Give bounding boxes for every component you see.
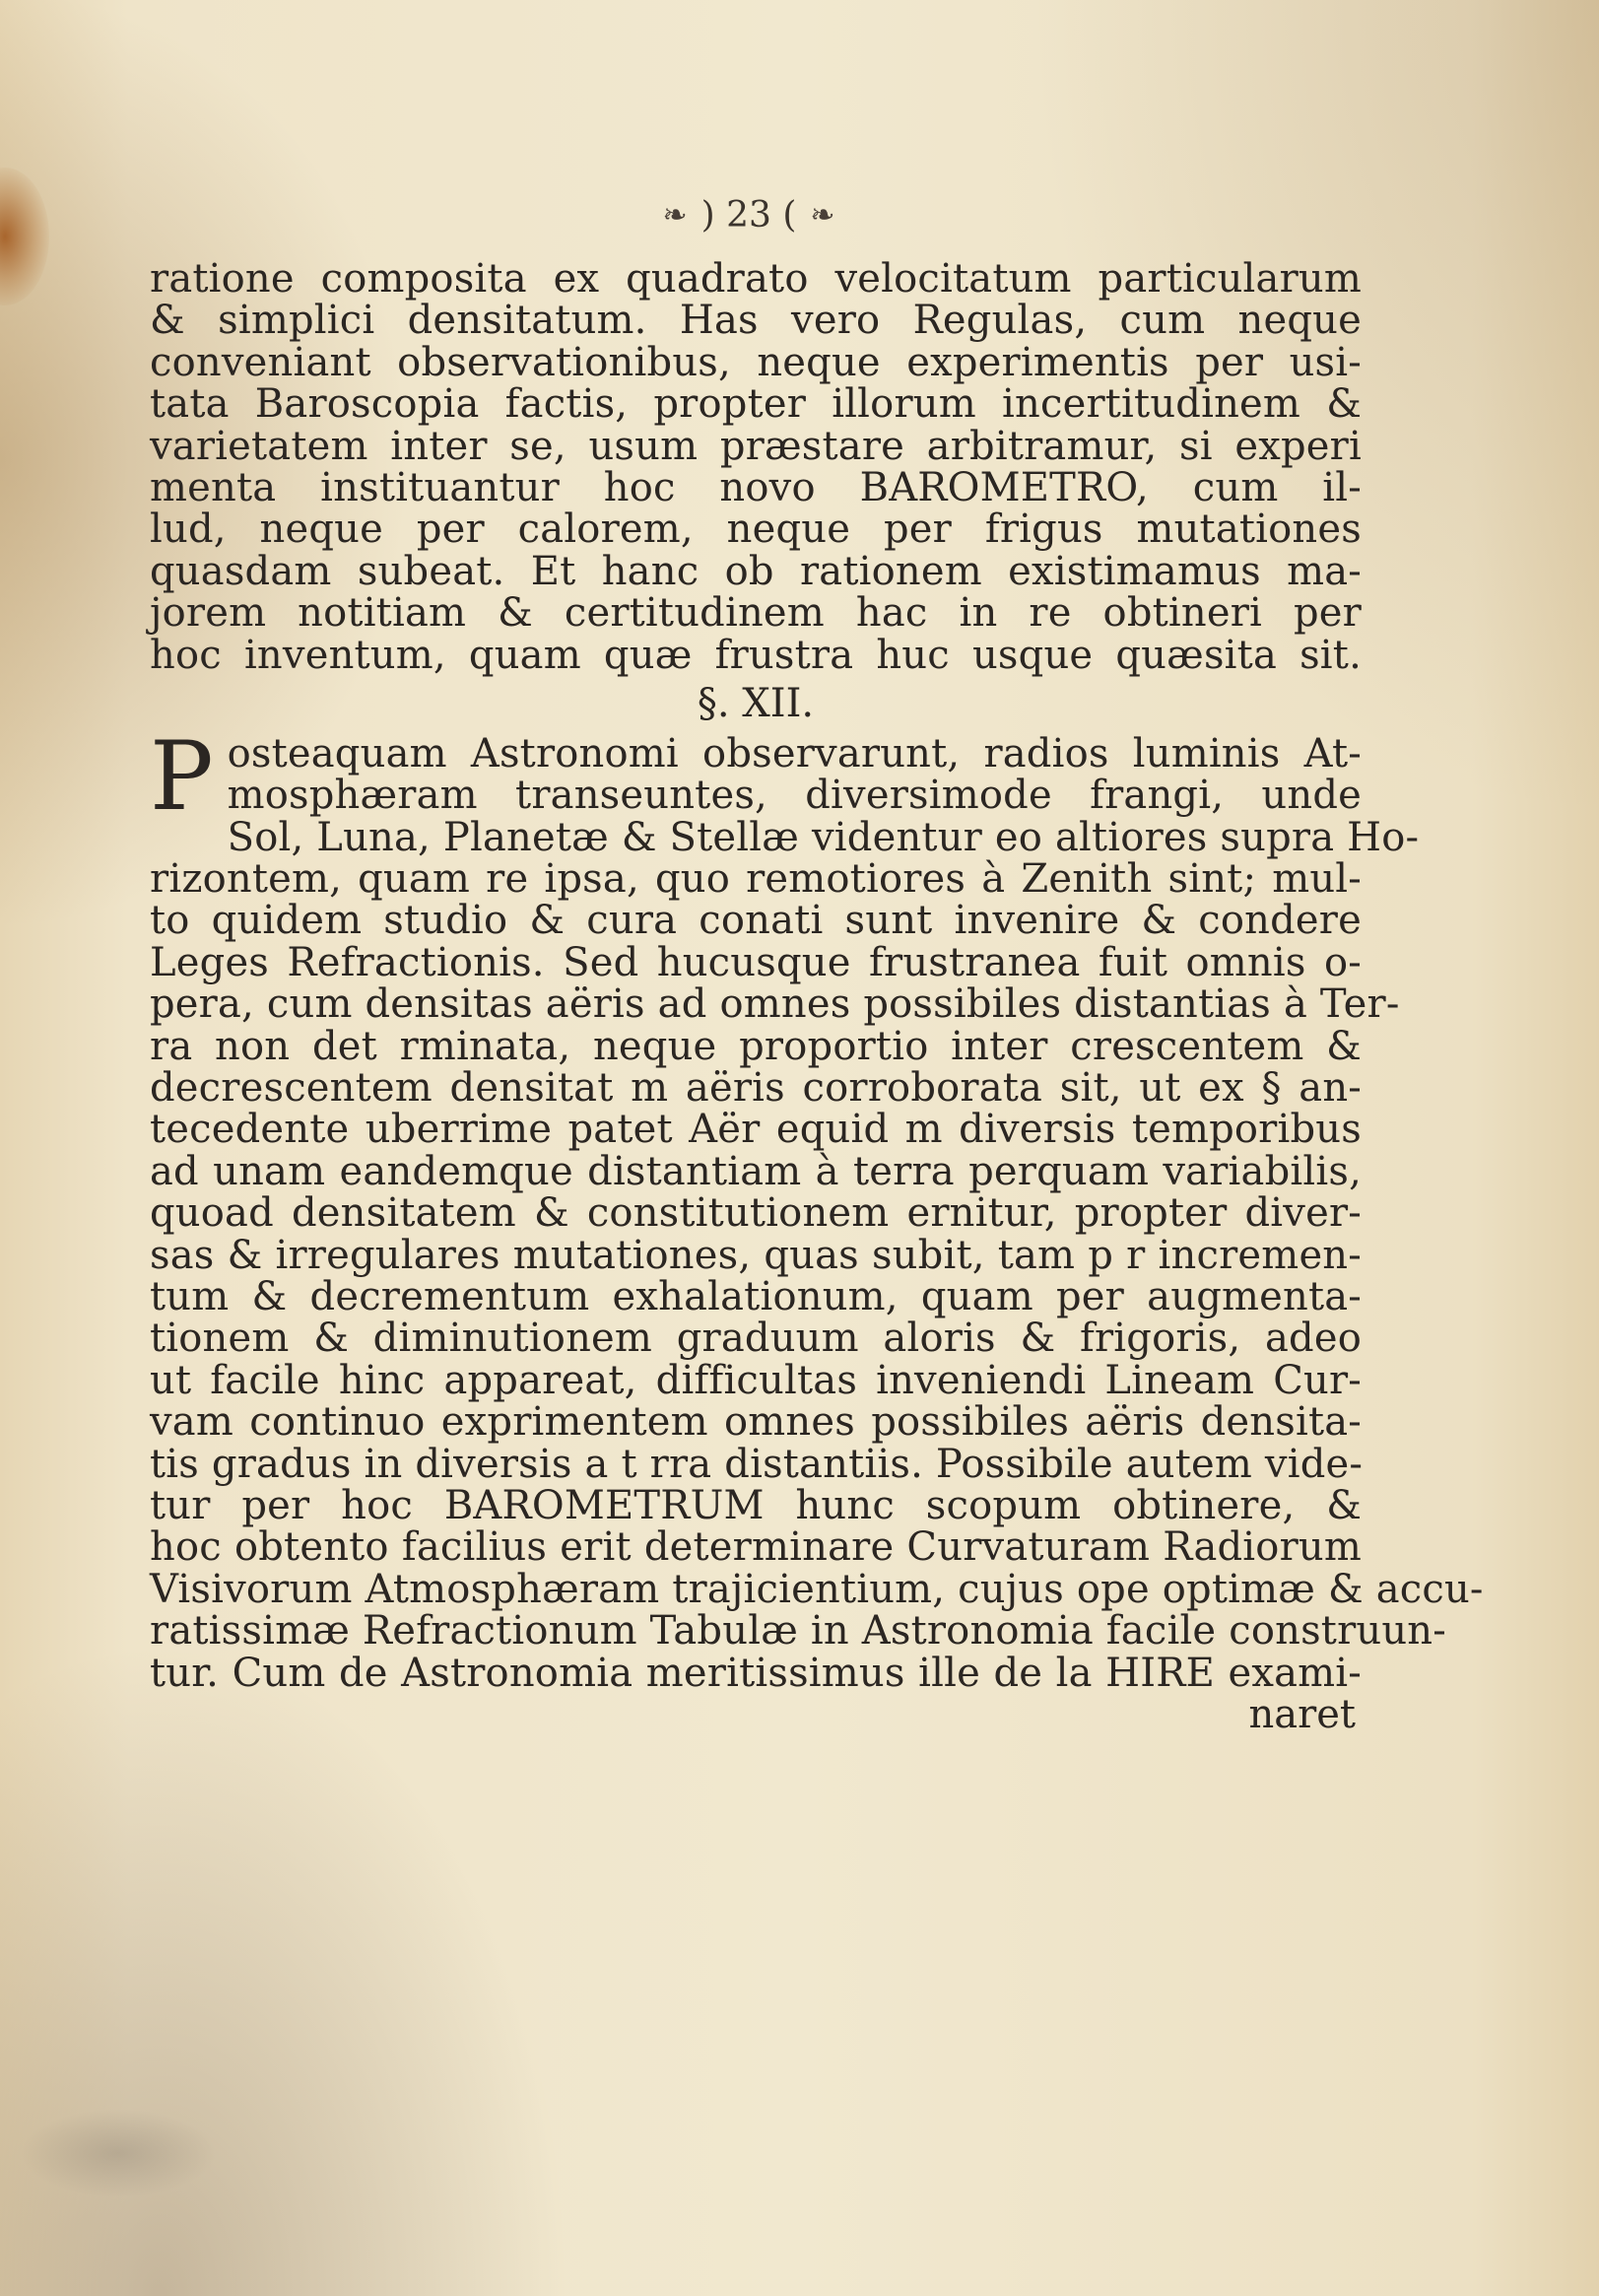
- text-line: ad unam eandemque distantiam à terra perquam variabilis,: [150, 1148, 1362, 1194]
- page-number: ) 23 (: [700, 195, 797, 236]
- text-line: Leges Refractionis. Sed hucusque frustranea fuit omnis o-: [150, 939, 1362, 985]
- text-line: mosphæram transeuntes, diversimode frangi, unde: [227, 773, 1362, 819]
- text-line: vam continuo exprimentem omnes possibiles aëris densita-: [150, 1399, 1362, 1446]
- text-line: tecedente uberrime patet Aër equid m diversis temporibus: [150, 1107, 1362, 1153]
- page-header: [552, 195, 946, 236]
- text-line: quasdam subeat. Et hanc ob rationem existimamus ma-: [150, 548, 1362, 594]
- text-line: hoc obtento facilius erit determinare Curvaturam Radiorum: [150, 1524, 1362, 1571]
- text-line: osteaquam Astronomi observarunt, radios luminis At-: [227, 730, 1362, 777]
- text-line: tata Baroscopia factis, propter illorum incertitudinem &: [150, 381, 1362, 428]
- text-line: ra non det rminata, neque proportio inter crescentem &: [150, 1023, 1362, 1069]
- paragraph-continued: [150, 258, 1362, 676]
- text-line: ratissimæ Refractionum Tabulæ in Astronomia facile construun-: [150, 1608, 1446, 1654]
- text-line: tis gradus in diversis a t rra distantiis. Possibile autem vide-: [150, 1441, 1364, 1487]
- text-line: varietatem inter se, usum præstare arbitramur, si experi: [150, 423, 1362, 469]
- catchword: naret: [1248, 1691, 1356, 1737]
- text-line: rizontem, quam re ipsa, quo remotiores à Zenith sint; mul-: [150, 856, 1362, 903]
- paper-smudge: [20, 2109, 217, 2197]
- text-line: quoad densitatem & constitutionem ernitur, propter diver-: [150, 1190, 1362, 1237]
- text-line: Sol, Luna, Planetæ & Stellæ videntur eo altiores supra Ho-: [227, 814, 1420, 860]
- paper-stain: [0, 168, 49, 305]
- text-line: ut facile hinc appareat, difficultas inveniendi Lineam Cur-: [150, 1357, 1362, 1403]
- text-line: tur per hoc BAROMETRUM hunc scopum obtinere, &: [150, 1482, 1362, 1528]
- section-heading: §. XII.: [697, 680, 815, 726]
- text-line: & simplici densitatum. Has vero Regulas, cum neque: [150, 298, 1362, 344]
- text-line: conveniant observationibus, neque experimentis per usi-: [150, 339, 1362, 385]
- text-line: tionem & diminutionem graduum aloris & frigoris, adeo: [150, 1316, 1362, 1362]
- text-line: decrescentem densitat m aëris corroborata sit, ut ex § an-: [150, 1065, 1362, 1112]
- left-ornament-icon: ❧: [662, 198, 688, 233]
- text-line: hoc inventum, quam quæ frustra huc usque quæsita sit.: [150, 632, 1362, 678]
- text-line: tum & decrementum exhalationum, quam per augmenta-: [150, 1273, 1362, 1319]
- text-line: jorem notitiam & certitudinem hac in re obtineri per: [150, 590, 1362, 637]
- text-line: ratione composita ex quadrato velocitatum particularum: [150, 256, 1362, 302]
- text-line: Visivorum Atmosphæram trajicientium, cujus ope optimæ & accu-: [150, 1566, 1484, 1612]
- text-line: sas & irregulares mutationes, quas subit, tam p r incremen-: [150, 1232, 1362, 1278]
- body-text: [150, 256, 1484, 1737]
- drop-cap: P: [150, 720, 214, 832]
- text-line: menta instituantur hoc novo BAROMETRO, cum il-: [150, 464, 1362, 510]
- text-line: lud, neque per calorem, neque per frigus mutationes: [150, 506, 1362, 553]
- text-line: to quidem studio & cura conati sunt invenire & condere: [150, 898, 1362, 944]
- text-line: pera, cum densitas aëris ad omnes possibiles distantias à Ter-: [150, 981, 1400, 1028]
- right-ornament-icon: ❧: [810, 198, 835, 233]
- text-line: tur. Cum de Astronomia meritissimus ille de la HIRE exami-: [150, 1650, 1362, 1696]
- paragraph-section-xii: [150, 720, 1484, 1696]
